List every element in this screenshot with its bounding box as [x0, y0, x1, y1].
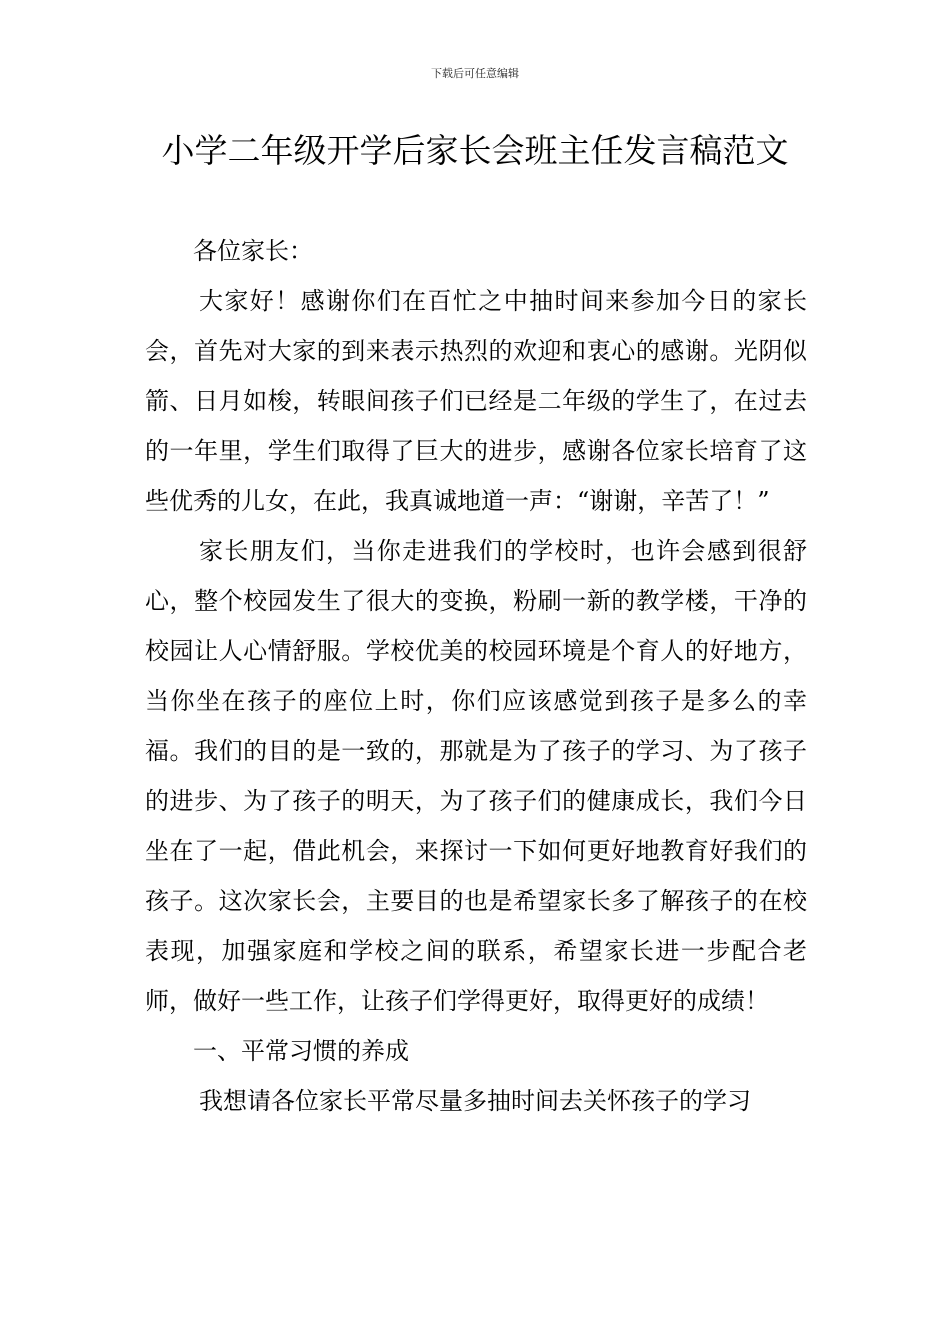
page-title: 小学二年级开学后家长会班主任发言稿范文	[161, 131, 789, 170]
header-note: 下载后可任意编辑	[431, 67, 519, 80]
paragraph: 我想请各位家长平常尽量多抽时间去关怀孩子的学习	[199, 1087, 751, 1115]
paragraph: 家长朋友们，当你走进我们的学校时，也许会感到很舒心，整个校园发生了很大的变换，粉刷一新的教学楼，干净的校园让人心情舒服。学校优美的校园环境是个育人的好地方，当你坐在孩子的座位上时，你们应该感觉到孩子是多么的幸福。我们的目的是一致的，那就是为了孩子的学习、为了孩子的进步、为了孩子的明天，为了孩子们的健康成长，我们今日坐在了一起，借此机会，来探讨一下如何更好地教育好我们的孩子。这次家长会，主要目的也是希望家长多了解孩子的在校表现，加强家庭和学校之间的联系，希望家长进一步配合老师，做好一些工作，让孩子们学得更好，取得更好的成绩！	[145, 537, 807, 1015]
section-heading: 一、平常习惯的养成	[193, 1037, 409, 1065]
paragraph: 大家好！感谢你们在百忙之中抽时间来参加今日的家长会，首先对大家的到来表示热烈的欢迎和衷心的感谢。光阴似箭、日月如梭，转眼间孩子们已经是二年级的学生了，在过去的一年里，学生们取得了巨大的进步，感谢各位家长培育了这些优秀的儿女，在此，我真诚地道一声：“谢谢，辛苦了！”	[145, 287, 807, 515]
salutation: 各位家长：	[193, 237, 313, 265]
document-body	[145, 226, 807, 1126]
